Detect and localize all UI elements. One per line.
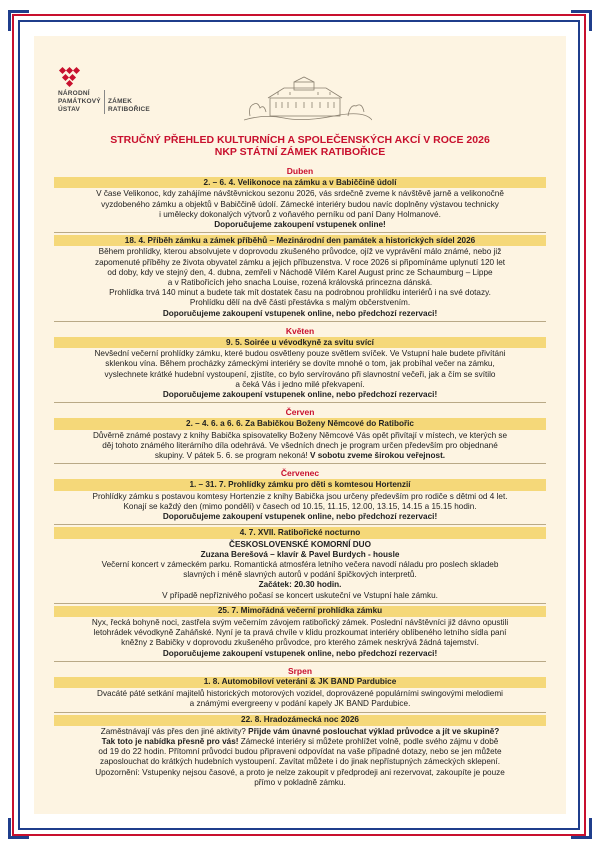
- event-heading: 1. 8. Automobiloví veteráni & JK BAND Pardubice: [54, 677, 546, 688]
- event-description: Prohlídky zámku s postavou komtesy Hortenzie z knihy Babička jsou určeny především pro rodiče s dětmi od 4 let. Konají se každý den (mimo pondělí) v časech od 10.15, 11.15, 12.00, 13.15, 14.15 a 15.15 hodin.: [92, 491, 508, 511]
- event-heading: 9. 5. Soirée u vévodkyně za svitu svící: [54, 337, 546, 348]
- event-description: V čase Velikonoc, kdy zahájíme návštěvnickou sezonu 2026, vás srdečně zveme k návštěvě jarně a velikonočně vyzdobeného zámku a objektů v Babiččině údolí. Zámecké interiéry budou navíc doplněny výstavou technicky i umělecky dokonalých výtvorů z voňavého perníku od paní Dany Holmanové.: [96, 189, 504, 219]
- divider: [54, 603, 546, 604]
- divider: [54, 661, 546, 662]
- event-heading: 25. 7. Mimořádná večerní prohlídka zámku: [54, 606, 546, 617]
- divider: [54, 402, 546, 403]
- event-heading: 2. – 6. 4. Velikonoce na zámku a v Babiččině údolí: [54, 177, 546, 188]
- ticket-recommendation: Doporučujeme zakoupení vstupenek online, nebo předchozí rezervaci!: [162, 308, 438, 318]
- header: [34, 36, 566, 132]
- divider: [54, 232, 546, 233]
- logo-separator: [104, 90, 105, 114]
- event-description: Důvěrně známé postavy z knihy Babička spisovatelky Boženy Němcové Vás opět přivítají v místech, ve kterých se děj tohoto známého literárního díla odehrává. Ve všedních dnech je program určen především pro objednané skupiny. V pátek 5. 6. se program nekoná! V sobotu zveme širokou veřejnost.: [92, 430, 508, 461]
- npu-logo-mark-icon: [56, 66, 84, 88]
- event-description: Nevšední večerní prohlídky zámku, které budou osvětleny pouze světlem svíček. Ve Vstupní hale budete přivítáni sklenkou vína. Během procházky zámeckými interiéry se dovíte mnohé o tom, jak probíhal večer na zámku, vyslechnete krátké hudební vystoupení, zjistíte, co bylo servírováno při slavnostní večeři, jak a čím se svítilo a čeká Vás i jedno milé překvapení.: [94, 349, 506, 389]
- event-heading: 18. 4. Příběh zámku a zámek příběhů – Mezinárodní den památek a historických sídel 2026: [54, 235, 546, 246]
- divider: [54, 524, 546, 525]
- event-subtitle: ČESKOSLOVENSKÉ KOMORNÍ DUO: [229, 539, 371, 549]
- event-heading: 2. – 4. 6. a 6. 6. Za Babičkou Boženy Němcové do Ratibořic: [54, 418, 546, 429]
- event-note: V případě nepříznivého počasí se koncert uskuteční ve Vstupní hale zámku.: [162, 590, 438, 600]
- month-heading-august: Srpen: [287, 665, 313, 676]
- event-heading: 22. 8. Hradozámecká noc 2026: [54, 715, 546, 726]
- event-description: Dvacáté páté setkání majitelů historických motorových vozidel, doprovázené populárními swingovými melodiemi a známými evergreeny v podání kapely JK BAND Pardubice.: [97, 689, 503, 709]
- divider: [54, 463, 546, 464]
- ticket-recommendation: Doporučujeme zakoupení vstupenek online, nebo předchozí rezervaci!: [162, 648, 438, 658]
- month-heading-april: Duben: [286, 166, 314, 176]
- npu-logo: [56, 66, 150, 113]
- event-description: Nyx, řecká bohyně noci, zastřela svým večerním závojem ratibořický zámek. Poslední návštěvníci již dávno opustili letohrádek vévodkyně Zaháňské. Nyní je ta pravá chvíle v klidu prozkoumat interiéry oblíbeného letního sídla paní kněžny z Babičky v doprovodu zkušeného průvodce, pro kterého zámek neskrývá žádná tajemství.: [91, 617, 509, 648]
- month-heading-june: Červen: [285, 407, 315, 418]
- event-description: Během prohlídky, kterou absolvujete v doprovodu zkušeného průvodce, ojíž ve vyprávění málo známé, nebo již zapomenuté příběhy ze života obyvatel zámku a jejich příbuzenstva. V roce 2026 si připomínáme uplynutí 120 let od doby, kdy ve stejný den, 4. dubna, zemřeli v Náchodě Vilém Karel August princ ze Schaumburg – Lippe a v Ratibořicích jeho snacha Louise, rozená královská princezna dánská. Prohlídka trvá 140 minut a budete tak mít dostatek času na podrobnou prohlídku interiérů i na své dotazy. Prohlídku dělí na dvě části přestávka s malým občerstvením.: [94, 247, 506, 308]
- event-heading: 1. – 31. 7. Prohlídky zámku pro děti s komtesou Hortenzií: [54, 479, 546, 490]
- event-start-time: Začátek: 20.30 hodin.: [258, 580, 342, 590]
- ticket-recommendation: Doporučujeme zakoupení vstupenek online, nebo předchozí rezervaci!: [162, 390, 438, 400]
- logo-site-name: ZÁMEK RATIBOŘICE: [108, 98, 150, 113]
- event-description: Večerní koncert v zámeckém parku. Romantická atmosféra letního večera navodí náladu pro poslech skladeb slavných i méně slavných autorů v podání špičkových interpretů.: [101, 559, 499, 580]
- page-title: STRUČNÝ PŘEHLED KULTURNÍCH A SPOLEČENSKÝCH AKCÍ V ROCE 2026 NKP STÁTNÍ ZÁMEK RATIBOŘICE: [110, 134, 490, 158]
- ticket-recommendation: Doporučujeme zakoupení vstupenek online, nebo předchozí rezervaci!: [162, 512, 438, 522]
- event-heading: 4. 7. XVII. Ratibořické nocturno: [54, 527, 546, 538]
- month-heading-july: Červenec: [280, 468, 320, 479]
- castle-illustration: [244, 76, 372, 124]
- logo-institution: NÁRODNÍ PAMÁTKOVÝ ÚSTAV: [58, 90, 101, 113]
- event-description: Zaměstnávají vás přes den jiné aktivity? Přijde vám únavné poslouchat výklad průvodce a jít ve skupině? Tak toto je nabídka přesně pro vás! Zámecké interiéry si můžete prohlížet volně, podle svého zájmu v době od 19 do 22 hodin. Přítomní průvodci budou připraveni odpovídat na vaše případné dotazy, nebo se jen můžete zaposlouchat do krátkých hudebních vystoupení. Zavítat můžete i do jinak nepřístupných zámeckých sklepení. Upozornění: Vstupenky nejsou časové, a proto je nelze zakoupit v předprodeji ani rezervovat, zakoupíte je pouze přímo v pokladně zámku.: [95, 726, 505, 787]
- month-heading-may: Květen: [285, 325, 315, 336]
- divider: [54, 321, 546, 322]
- events-list: [34, 158, 566, 788]
- divider: [54, 712, 546, 713]
- event-performers: Zuzana Berešová – klavír & Pavel Burdych - housle: [200, 549, 400, 559]
- ticket-recommendation: Doporučujeme zakoupení vstupenek online!: [214, 220, 386, 230]
- page-sheet: [34, 36, 566, 814]
